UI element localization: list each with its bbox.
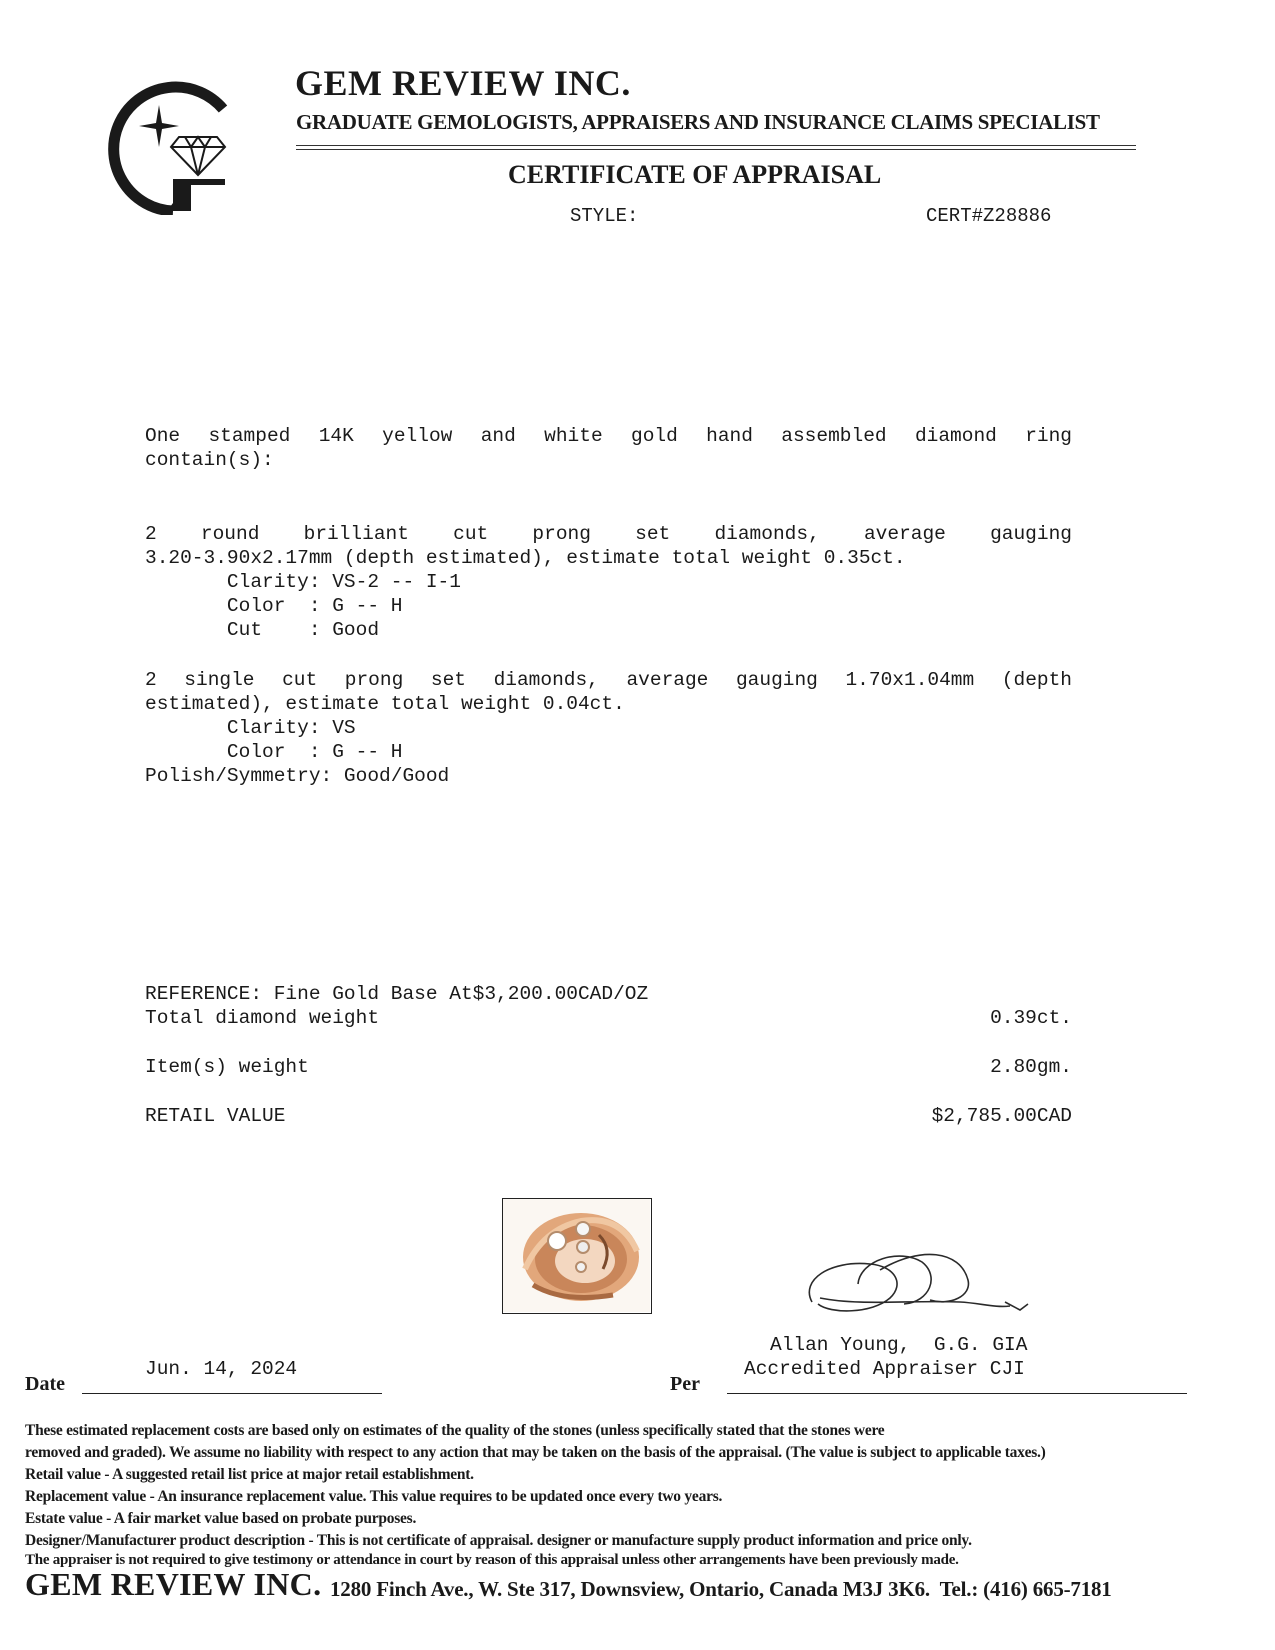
group1-line-1: 2 round brilliant cut prong set diamonds, average gauging	[145, 523, 1072, 545]
company-logo	[105, 75, 240, 215]
diamond-icon	[171, 137, 225, 175]
star-icon	[139, 105, 179, 147]
appraiser-signature	[800, 1240, 1045, 1330]
group2-clarity: Clarity: VS	[145, 717, 356, 739]
item-weight-value: 2.80gm.	[990, 1056, 1072, 1078]
disclaimer-line: Replacement value - An insurance replacement value. This value requires to be updated once every two years.	[25, 1488, 723, 1505]
cert-number: CERT#Z28886	[926, 205, 1052, 227]
ring-photo	[502, 1198, 652, 1314]
total-diamond-weight-value: 0.39ct.	[990, 1007, 1072, 1029]
group2-line-1: 2 single cut prong set diamonds, average gauging 1.70x1.04mm (depth	[145, 669, 1072, 691]
group2-color: Color : G -- H	[145, 741, 403, 763]
group1-line-2: 3.20-3.90x2.17mm (depth estimated), estimate total weight 0.35ct.	[145, 547, 906, 569]
group1-cut: Cut : Good	[145, 619, 380, 641]
disclaimer-line: Designer/Manufacturer product description - This is not certificate of appraisal. designer or manufacture supply product information and price only.	[25, 1532, 972, 1549]
disclaimer-line: The appraiser is not required to give testimony or attendance in court by reason of this appraisal unless other arrangements have been previously made.	[25, 1552, 959, 1568]
certificate-title: CERTIFICATE OF APPRAISAL	[508, 160, 882, 189]
header-rule	[296, 149, 1136, 150]
group1-clarity: Clarity: VS-2 -- I-1	[145, 571, 461, 593]
footer-address: 1280 Finch Ave., W. Ste 317, Downsview, Ontario, Canada M3J 3K6. Tel.: (416) 665-7181	[330, 1577, 1112, 1601]
per-signature-line	[727, 1393, 1187, 1394]
date-line	[82, 1393, 382, 1394]
disclaimer-line: removed and graded). We assume no liability with respect to any action that may be taken on the basis of the appraisal. (The value is subject to applicable taxes.)	[25, 1444, 1046, 1461]
footer-company-name: GEM REVIEW INC.	[25, 1566, 322, 1602]
reference-line: REFERENCE: Fine Gold Base At$3,200.00CAD/OZ	[145, 983, 649, 1005]
ring-image	[503, 1199, 650, 1312]
item-description-line-1: One stamped 14K yellow and white gold hand assembled diamond ring	[145, 425, 1072, 447]
group2-polish-symmetry: Polish/Symmetry: Good/Good	[145, 765, 450, 787]
disclaimer-line: These estimated replacement costs are based only on estimates of the quality of the stones (unless specifically stated that the stones were	[25, 1422, 885, 1439]
per-label: Per	[670, 1373, 700, 1395]
style-label: STYLE:	[570, 205, 639, 227]
retail-value-label: RETAIL VALUE	[145, 1105, 286, 1127]
date-label: Date	[25, 1373, 65, 1395]
group2-line-2: estimated), estimate total weight 0.04ct.	[145, 693, 625, 715]
header-rule	[296, 145, 1136, 146]
retail-value-amount: $2,785.00CAD	[931, 1105, 1072, 1127]
company-name: GEM REVIEW INC.	[295, 63, 631, 103]
disclaimer-line: Estate value - A fair market value based on probate purposes.	[25, 1510, 417, 1527]
total-diamond-weight-label: Total diamond weight	[145, 1007, 380, 1029]
signer-title: Accredited Appraiser CJI	[744, 1358, 1025, 1380]
company-tagline: GRADUATE GEMOLOGISTS, APPRAISERS AND INSURANCE CLAIMS SPECIALIST	[296, 110, 1100, 134]
item-description-line-2: contain(s):	[145, 449, 274, 471]
group1-color: Color : G -- H	[145, 595, 403, 617]
disclaimer-line: Retail value - A suggested retail list price at major retail establishment.	[25, 1466, 474, 1483]
signer-name: Allan Young, G.G. GIA	[770, 1334, 1028, 1356]
item-weight-label: Item(s) weight	[145, 1056, 309, 1078]
date-value: Jun. 14, 2024	[145, 1358, 298, 1380]
